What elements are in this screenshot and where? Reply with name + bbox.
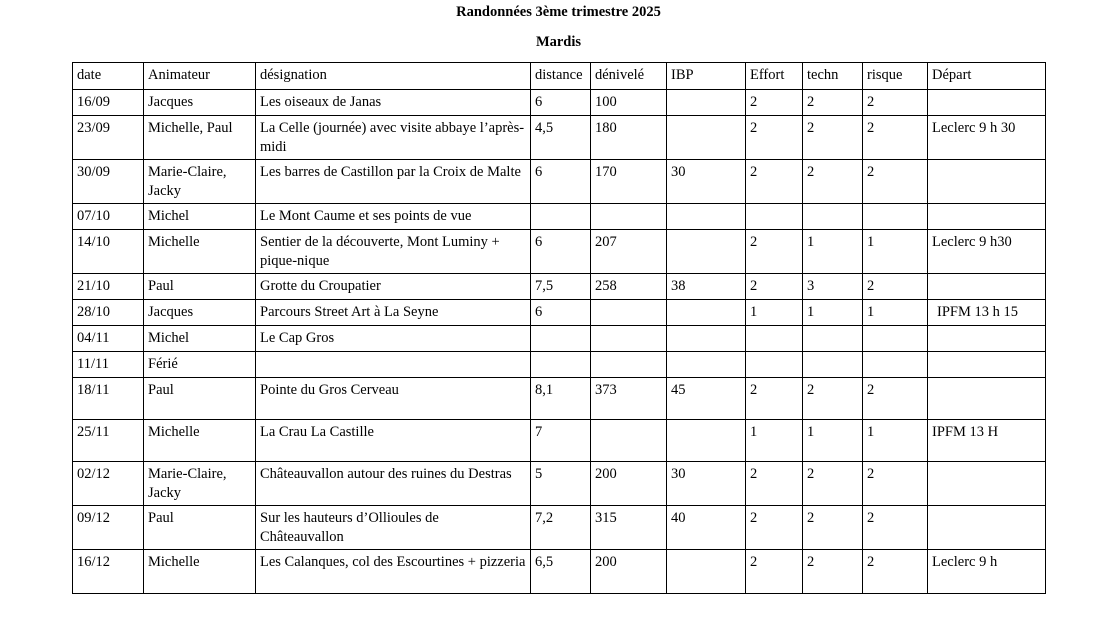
cell-animateur: Jacques [144,90,256,116]
cell-denivele: 200 [591,550,667,594]
table-row [73,204,1046,230]
cell-date: 14/10 [73,230,144,274]
cell-effort [746,326,803,352]
cell-denivele: 315 [591,506,667,550]
cell-date: 16/09 [73,90,144,116]
cell-depart: Leclerc 9 h [928,550,1046,594]
cell-date: 25/11 [73,420,144,462]
cell-effort: 2 [746,230,803,274]
cell-date: 04/11 [73,326,144,352]
cell-risque: 2 [863,506,928,550]
header-techn: techn [803,63,863,90]
cell-techn: 1 [803,230,863,274]
cell-denivele: 258 [591,274,667,300]
cell-risque: 2 [863,550,928,594]
cell-date: 16/12 [73,550,144,594]
cell-techn: 2 [803,90,863,116]
cell-distance [531,204,591,230]
cell-animateur: Marie-Claire, Jacky [144,462,256,506]
cell-animateur: Michel [144,204,256,230]
cell-date: 23/09 [73,116,144,160]
cell-animateur: Michel [144,326,256,352]
cell-depart [928,378,1046,420]
cell-date: 07/10 [73,204,144,230]
cell-distance: 7,2 [531,506,591,550]
cell-risque: 2 [863,462,928,506]
table-row [73,274,1046,300]
cell-denivele: 207 [591,230,667,274]
table-row [73,230,1046,274]
cell-ibp [667,116,746,160]
cell-risque: 2 [863,90,928,116]
cell-techn: 1 [803,300,863,326]
cell-risque [863,352,928,378]
cell-depart [928,462,1046,506]
cell-denivele [591,204,667,230]
cell-effort: 2 [746,506,803,550]
cell-animateur: Paul [144,378,256,420]
cell-ibp [667,230,746,274]
cell-denivele [591,420,667,462]
cell-effort: 2 [746,550,803,594]
cell-denivele: 200 [591,462,667,506]
cell-ibp [667,90,746,116]
table-row [73,352,1046,378]
cell-techn: 2 [803,506,863,550]
cell-risque: 2 [863,160,928,204]
cell-designation: La Celle (journée) avec visite abbaye l’après-midi [256,116,531,160]
cell-denivele: 170 [591,160,667,204]
cell-date: 02/12 [73,462,144,506]
cell-risque: 2 [863,116,928,160]
table-header-row [73,63,1046,90]
cell-distance: 4,5 [531,116,591,160]
cell-techn: 2 [803,462,863,506]
cell-effort: 1 [746,420,803,462]
table-row [73,420,1046,462]
cell-effort: 2 [746,462,803,506]
cell-designation [256,352,531,378]
cell-ibp [667,550,746,594]
cell-denivele [591,326,667,352]
cell-animateur: Paul [144,506,256,550]
cell-designation: Les oiseaux de Janas [256,90,531,116]
cell-techn [803,204,863,230]
cell-depart [928,274,1046,300]
cell-ibp [667,300,746,326]
header-designation: désignation [256,63,531,90]
cell-distance: 6 [531,160,591,204]
cell-date: 30/09 [73,160,144,204]
cell-denivele [591,352,667,378]
table-row [73,378,1046,420]
cell-distance: 6 [531,230,591,274]
header-distance: distance [531,63,591,90]
cell-risque [863,326,928,352]
cell-date: 09/12 [73,506,144,550]
cell-depart: IPFM 13 h 15 [928,300,1046,326]
cell-distance [531,352,591,378]
cell-techn [803,352,863,378]
cell-ibp [667,352,746,378]
cell-risque: 1 [863,300,928,326]
cell-effort: 2 [746,90,803,116]
cell-denivele: 180 [591,116,667,160]
cell-designation: Grotte du Croupatier [256,274,531,300]
cell-techn [803,326,863,352]
cell-denivele: 373 [591,378,667,420]
header-denivele: dénivelé [591,63,667,90]
cell-designation: Les barres de Castillon par la Croix de Malte [256,160,531,204]
cell-designation: Pointe du Gros Cerveau [256,378,531,420]
cell-effort: 2 [746,378,803,420]
table-row [73,462,1046,506]
cell-risque: 1 [863,230,928,274]
cell-designation: La Crau La Castille [256,420,531,462]
cell-techn: 2 [803,550,863,594]
table-row [73,506,1046,550]
cell-depart [928,506,1046,550]
cell-distance: 7,5 [531,274,591,300]
cell-techn: 3 [803,274,863,300]
cell-effort [746,204,803,230]
cell-distance: 6 [531,90,591,116]
cell-ibp: 30 [667,160,746,204]
cell-designation: Sentier de la découverte, Mont Luminy + pique-nique [256,230,531,274]
cell-techn: 1 [803,420,863,462]
cell-risque: 1 [863,420,928,462]
cell-animateur: Michelle [144,420,256,462]
cell-depart [928,326,1046,352]
cell-distance: 8,1 [531,378,591,420]
cell-date: 11/11 [73,352,144,378]
cell-animateur: Michelle [144,230,256,274]
cell-date: 18/11 [73,378,144,420]
table-row [73,90,1046,116]
table-row [73,160,1046,204]
table-row [73,550,1046,594]
table-row [73,300,1046,326]
cell-denivele: 100 [591,90,667,116]
cell-animateur: Paul [144,274,256,300]
cell-ibp: 30 [667,462,746,506]
cell-designation: Le Mont Caume et ses points de vue [256,204,531,230]
cell-animateur: Jacques [144,300,256,326]
cell-effort: 1 [746,300,803,326]
cell-ibp [667,204,746,230]
cell-risque: 2 [863,274,928,300]
cell-depart [928,352,1046,378]
cell-depart: IPFM 13 H [928,420,1046,462]
header-risque: risque [863,63,928,90]
cell-ibp: 45 [667,378,746,420]
cell-depart [928,90,1046,116]
cell-risque: 2 [863,378,928,420]
cell-depart [928,160,1046,204]
cell-designation: Sur les hauteurs d’Ollioules de Châteauvallon [256,506,531,550]
cell-distance: 6 [531,300,591,326]
cell-effort: 2 [746,160,803,204]
cell-depart: Leclerc 9 h 30 [928,116,1046,160]
cell-animateur: Michelle, Paul [144,116,256,160]
cell-distance: 7 [531,420,591,462]
header-date: date [73,63,144,90]
cell-date: 28/10 [73,300,144,326]
table-row [73,116,1046,160]
cell-animateur: Michelle [144,550,256,594]
cell-animateur: Férié [144,352,256,378]
cell-effort: 2 [746,274,803,300]
cell-effort [746,352,803,378]
document-title: Randonnées 3ème trimestre 2025 [456,4,661,20]
cell-ibp: 38 [667,274,746,300]
hikes-table [72,62,1046,594]
cell-effort: 2 [746,116,803,160]
cell-depart [928,204,1046,230]
cell-techn: 2 [803,378,863,420]
document-subtitle: Mardis [535,34,582,50]
cell-techn: 2 [803,116,863,160]
cell-designation: Les Calanques, col des Escourtines + pizzeria [256,550,531,594]
cell-animateur: Marie-Claire, Jacky [144,160,256,204]
header-ibp: IBP [667,63,746,90]
cell-denivele [591,300,667,326]
cell-designation: Châteauvallon autour des ruines du Destras [256,462,531,506]
cell-risque [863,204,928,230]
cell-distance: 5 [531,462,591,506]
cell-designation: Le Cap Gros [256,326,531,352]
table-row [73,326,1046,352]
header-depart: Départ [928,63,1046,90]
header-effort: Effort [746,63,803,90]
cell-designation: Parcours Street Art à La Seyne [256,300,531,326]
cell-ibp: 40 [667,506,746,550]
cell-distance [531,326,591,352]
cell-depart: Leclerc 9 h30 [928,230,1046,274]
cell-techn: 2 [803,160,863,204]
cell-date: 21/10 [73,274,144,300]
cell-distance: 6,5 [531,550,591,594]
cell-ibp [667,326,746,352]
cell-ibp [667,420,746,462]
header-animateur: Animateur [144,63,256,90]
